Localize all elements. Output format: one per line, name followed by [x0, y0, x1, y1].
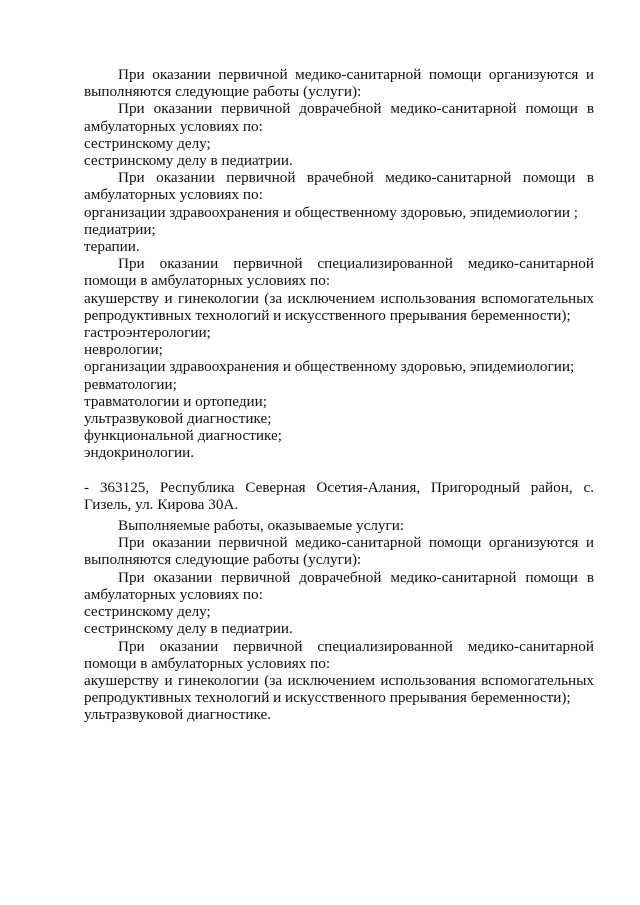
paragraph: При оказании первичной специализированной медико-санитарной помощи в амбулаторных условиях по:	[84, 637, 594, 672]
list-item: гастроэнтерологии;	[84, 324, 211, 342]
list-item: организации здравоохранения и общественному здоровью, эпидемиологии;	[84, 358, 575, 376]
paragraph: При оказании первичной врачебной медико-санитарной помощи в амбулаторных условиях по:	[84, 169, 594, 204]
paragraph: При оказании первичной медико-санитарной помощи организуются и выполняются следующие работы (услуги):	[84, 66, 594, 101]
document-body	[84, 66, 594, 724]
list-item: ультразвуковой диагностике;	[84, 410, 272, 428]
list-item: акушерству и гинекологии (за исключением использования вспомогательных репродуктивных технологий и искусственного прерывания беременности);	[84, 671, 594, 707]
list-item: акушерству и гинекологии (за исключением использования вспомогательных репродуктивных технологий и искусственного прерывания беременности);	[84, 289, 594, 324]
list-item: эндокринологии.	[84, 444, 195, 462]
list-item: терапии.	[84, 238, 140, 256]
section-spacer	[84, 462, 594, 479]
address-line: - 363125, Республика Северная Осетия-Алания, Пригородный район, с. Гизель, ул. Кирова 30А.	[84, 478, 594, 513]
list-item: организации здравоохранения и общественному здоровью, эпидемиологии ;	[84, 203, 578, 221]
section-heading: Выполняемые работы, оказываемые услуги:	[118, 517, 405, 535]
list-item: сестринскому делу в педиатрии.	[84, 620, 293, 638]
list-item: сестринскому делу в педиатрии.	[84, 152, 293, 170]
paragraph: При оказании первичной специализированной медико-санитарной помощи в амбулаторных условиях по:	[84, 255, 594, 290]
list-item: ультразвуковой диагностике.	[84, 706, 272, 724]
list-item: неврологии;	[84, 341, 163, 359]
list-item: функциональной диагностике;	[84, 427, 282, 445]
paragraph: При оказании первичной доврачебной медико-санитарной помощи в амбулаторных условиях по:	[84, 100, 594, 135]
list-item: травматологии и ортопедии;	[84, 392, 268, 410]
list-item: сестринскому делу;	[84, 134, 211, 152]
paragraph: При оказании первичной медико-санитарной помощи организуются и выполняются следующие работы (услуги):	[84, 534, 594, 569]
list-item: педиатрии;	[84, 220, 156, 238]
list-item: ревматологии;	[84, 375, 177, 393]
list-item: сестринскому делу;	[84, 603, 211, 621]
paragraph: При оказании первичной доврачебной медико-санитарной помощи в амбулаторных условиях по:	[84, 568, 594, 603]
